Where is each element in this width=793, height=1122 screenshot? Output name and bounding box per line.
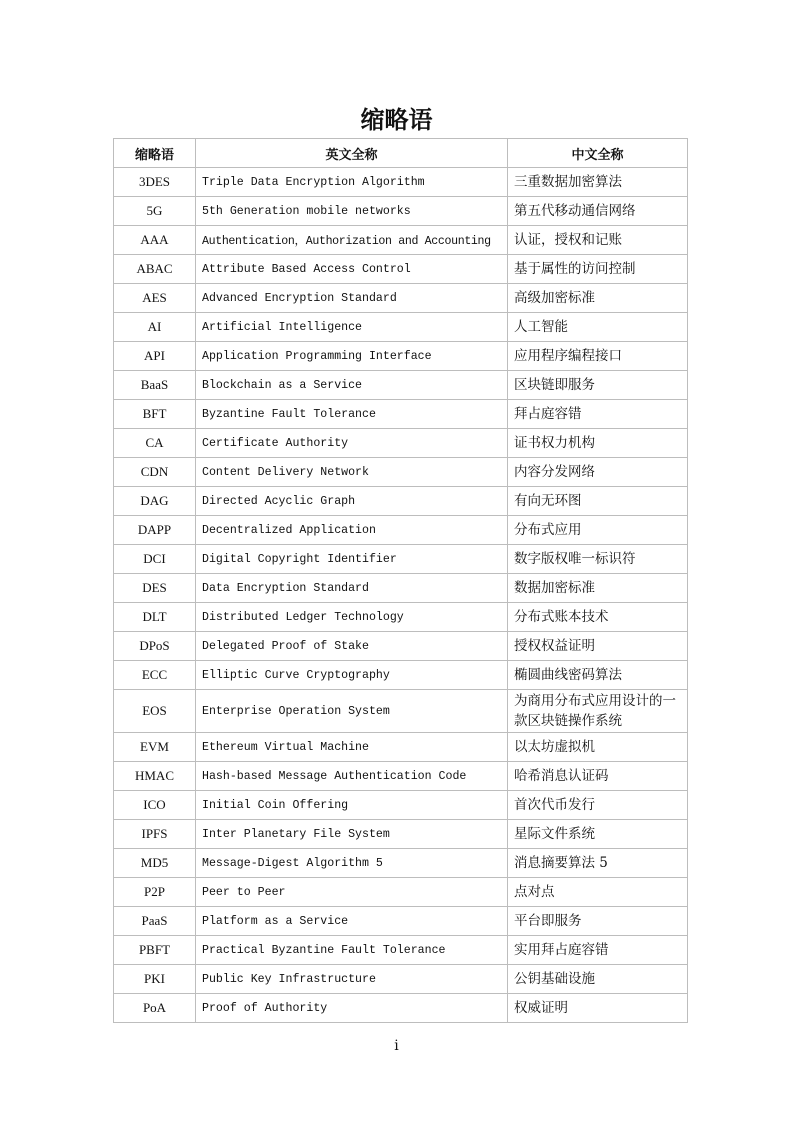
english-name-cell: Distributed Ledger Technology (196, 603, 508, 632)
table-row (114, 878, 688, 907)
table-row (114, 907, 688, 936)
table-row (114, 458, 688, 487)
table-row (114, 400, 688, 429)
chinese-name-cell: 数据加密标准 (508, 574, 688, 603)
abbreviation-cell: HMAC (114, 762, 196, 791)
abbreviation-cell: CDN (114, 458, 196, 487)
abbreviation-cell: ECC (114, 661, 196, 690)
chinese-name-cell: 拜占庭容错 (508, 400, 688, 429)
table-row (114, 284, 688, 313)
abbreviation-cell: DAPP (114, 516, 196, 545)
table-row (114, 994, 688, 1023)
chinese-name-cell: 内容分发网络 (508, 458, 688, 487)
chinese-name-cell: 应用程序编程接口 (508, 342, 688, 371)
english-name-cell: Delegated Proof of Stake (196, 632, 508, 661)
table-row (114, 632, 688, 661)
table-row (114, 603, 688, 632)
abbreviation-cell: PaaS (114, 907, 196, 936)
abbreviation-cell: PKI (114, 965, 196, 994)
english-name-cell: Decentralized Application (196, 516, 508, 545)
table-row (114, 545, 688, 574)
english-name-cell: Artificial Intelligence (196, 313, 508, 342)
abbreviation-cell: DES (114, 574, 196, 603)
chinese-name-cell: 点对点 (508, 878, 688, 907)
abbreviation-cell: AAA (114, 226, 196, 255)
table-row (114, 226, 688, 255)
english-name-cell: Public Key Infrastructure (196, 965, 508, 994)
english-name-cell: 5th Generation mobile networks (196, 197, 508, 226)
chinese-name-cell: 有向无环图 (508, 487, 688, 516)
english-name-cell: Data Encryption Standard (196, 574, 508, 603)
header-chinese-name: 中文全称 (508, 139, 688, 168)
english-name-cell: Authentication，Authorization and Accounting (196, 226, 508, 255)
abbreviation-cell: DAG (114, 487, 196, 516)
english-name-cell: Digital Copyright Identifier (196, 545, 508, 574)
table-row (114, 791, 688, 820)
chinese-name-cell: 认证，授权和记账 (508, 226, 688, 255)
abbreviation-cell: AI (114, 313, 196, 342)
english-name-cell: Advanced Encryption Standard (196, 284, 508, 313)
english-name-cell: Triple Data Encryption Algorithm (196, 168, 508, 197)
chinese-name-cell: 证书权力机构 (508, 429, 688, 458)
abbreviation-cell: ABAC (114, 255, 196, 284)
table-row (114, 197, 688, 226)
table-row (114, 168, 688, 197)
english-name-cell: Initial Coin Offering (196, 791, 508, 820)
header-english-name: 英文全称 (196, 139, 508, 168)
chinese-name-cell: 数字版权唯一标识符 (508, 545, 688, 574)
abbreviation-cell: P2P (114, 878, 196, 907)
table-row (114, 516, 688, 545)
english-name-cell: Ethereum Virtual Machine (196, 733, 508, 762)
english-name-cell: Enterprise Operation System (196, 690, 508, 733)
chinese-name-cell: 椭圆曲线密码算法 (508, 661, 688, 690)
table-row (114, 574, 688, 603)
table-row (114, 690, 688, 733)
table-row (114, 936, 688, 965)
english-name-cell: Inter Planetary File System (196, 820, 508, 849)
chinese-name-cell: 分布式应用 (508, 516, 688, 545)
chinese-name-cell: 三重数据加密算法 (508, 168, 688, 197)
abbreviation-cell: BaaS (114, 371, 196, 400)
abbreviation-cell: DCI (114, 545, 196, 574)
english-name-cell: Hash-based Message Authentication Code (196, 762, 508, 791)
table-header-row (114, 139, 688, 168)
english-name-cell: Peer to Peer (196, 878, 508, 907)
abbreviation-cell: 3DES (114, 168, 196, 197)
abbreviation-cell: PoA (114, 994, 196, 1023)
abbreviation-cell: DLT (114, 603, 196, 632)
table-row (114, 849, 688, 878)
chinese-name-cell: 基于属性的访问控制 (508, 255, 688, 284)
table-row (114, 487, 688, 516)
table-row (114, 661, 688, 690)
table-row (114, 371, 688, 400)
english-name-cell: Application Programming Interface (196, 342, 508, 371)
chinese-name-cell: 授权权益证明 (508, 632, 688, 661)
chinese-name-cell: 首次代币发行 (508, 791, 688, 820)
abbreviation-cell: PBFT (114, 936, 196, 965)
table-row (114, 313, 688, 342)
abbreviation-cell: CA (114, 429, 196, 458)
chinese-name-cell: 权威证明 (508, 994, 688, 1023)
english-name-cell: Byzantine Fault Tolerance (196, 400, 508, 429)
english-name-cell: Certificate Authority (196, 429, 508, 458)
chinese-name-cell: 高级加密标准 (508, 284, 688, 313)
english-name-cell: Blockchain as a Service (196, 371, 508, 400)
abbreviation-cell: 5G (114, 197, 196, 226)
table-row (114, 965, 688, 994)
page-number: i (394, 1038, 399, 1054)
chinese-name-cell: 第五代移动通信网络 (508, 197, 688, 226)
abbreviation-cell: DPoS (114, 632, 196, 661)
chinese-name-cell: 消息摘要算法 5 (508, 849, 688, 878)
english-name-cell: Practical Byzantine Fault Tolerance (196, 936, 508, 965)
table-row (114, 762, 688, 791)
abbreviation-cell: BFT (114, 400, 196, 429)
abbreviation-cell: API (114, 342, 196, 371)
chinese-name-cell: 以太坊虚拟机 (508, 733, 688, 762)
table-row (114, 342, 688, 371)
table-row (114, 429, 688, 458)
chinese-name-cell: 平台即服务 (508, 907, 688, 936)
english-name-cell: Attribute Based Access Control (196, 255, 508, 284)
abbreviation-table (113, 138, 688, 1023)
abbreviation-cell: MD5 (114, 849, 196, 878)
table-row (114, 733, 688, 762)
english-name-cell: Directed Acyclic Graph (196, 487, 508, 516)
english-name-cell: Elliptic Curve Cryptography (196, 661, 508, 690)
header-abbreviation: 缩略语 (114, 139, 196, 168)
abbreviation-cell: EOS (114, 690, 196, 733)
table-row (114, 820, 688, 849)
english-name-cell: Message-Digest Algorithm 5 (196, 849, 508, 878)
abbreviation-cell: AES (114, 284, 196, 313)
chinese-name-cell: 公钥基础设施 (508, 965, 688, 994)
english-name-cell: Platform as a Service (196, 907, 508, 936)
abbreviation-cell: EVM (114, 733, 196, 762)
chinese-name-cell: 分布式账本技术 (508, 603, 688, 632)
chinese-name-cell: 哈希消息认证码 (508, 762, 688, 791)
page-title: 缩略语 (360, 106, 433, 134)
chinese-name-cell: 星际文件系统 (508, 820, 688, 849)
table-row (114, 255, 688, 284)
english-name-cell: Content Delivery Network (196, 458, 508, 487)
chinese-name-cell: 人工智能 (508, 313, 688, 342)
chinese-name-cell: 为商用分布式应用设计的一款区块链操作系统 (508, 690, 688, 733)
chinese-name-cell: 区块链即服务 (508, 371, 688, 400)
english-name-cell: Proof of Authority (196, 994, 508, 1023)
chinese-name-cell: 实用拜占庭容错 (508, 936, 688, 965)
abbreviation-cell: ICO (114, 791, 196, 820)
abbreviation-cell: IPFS (114, 820, 196, 849)
